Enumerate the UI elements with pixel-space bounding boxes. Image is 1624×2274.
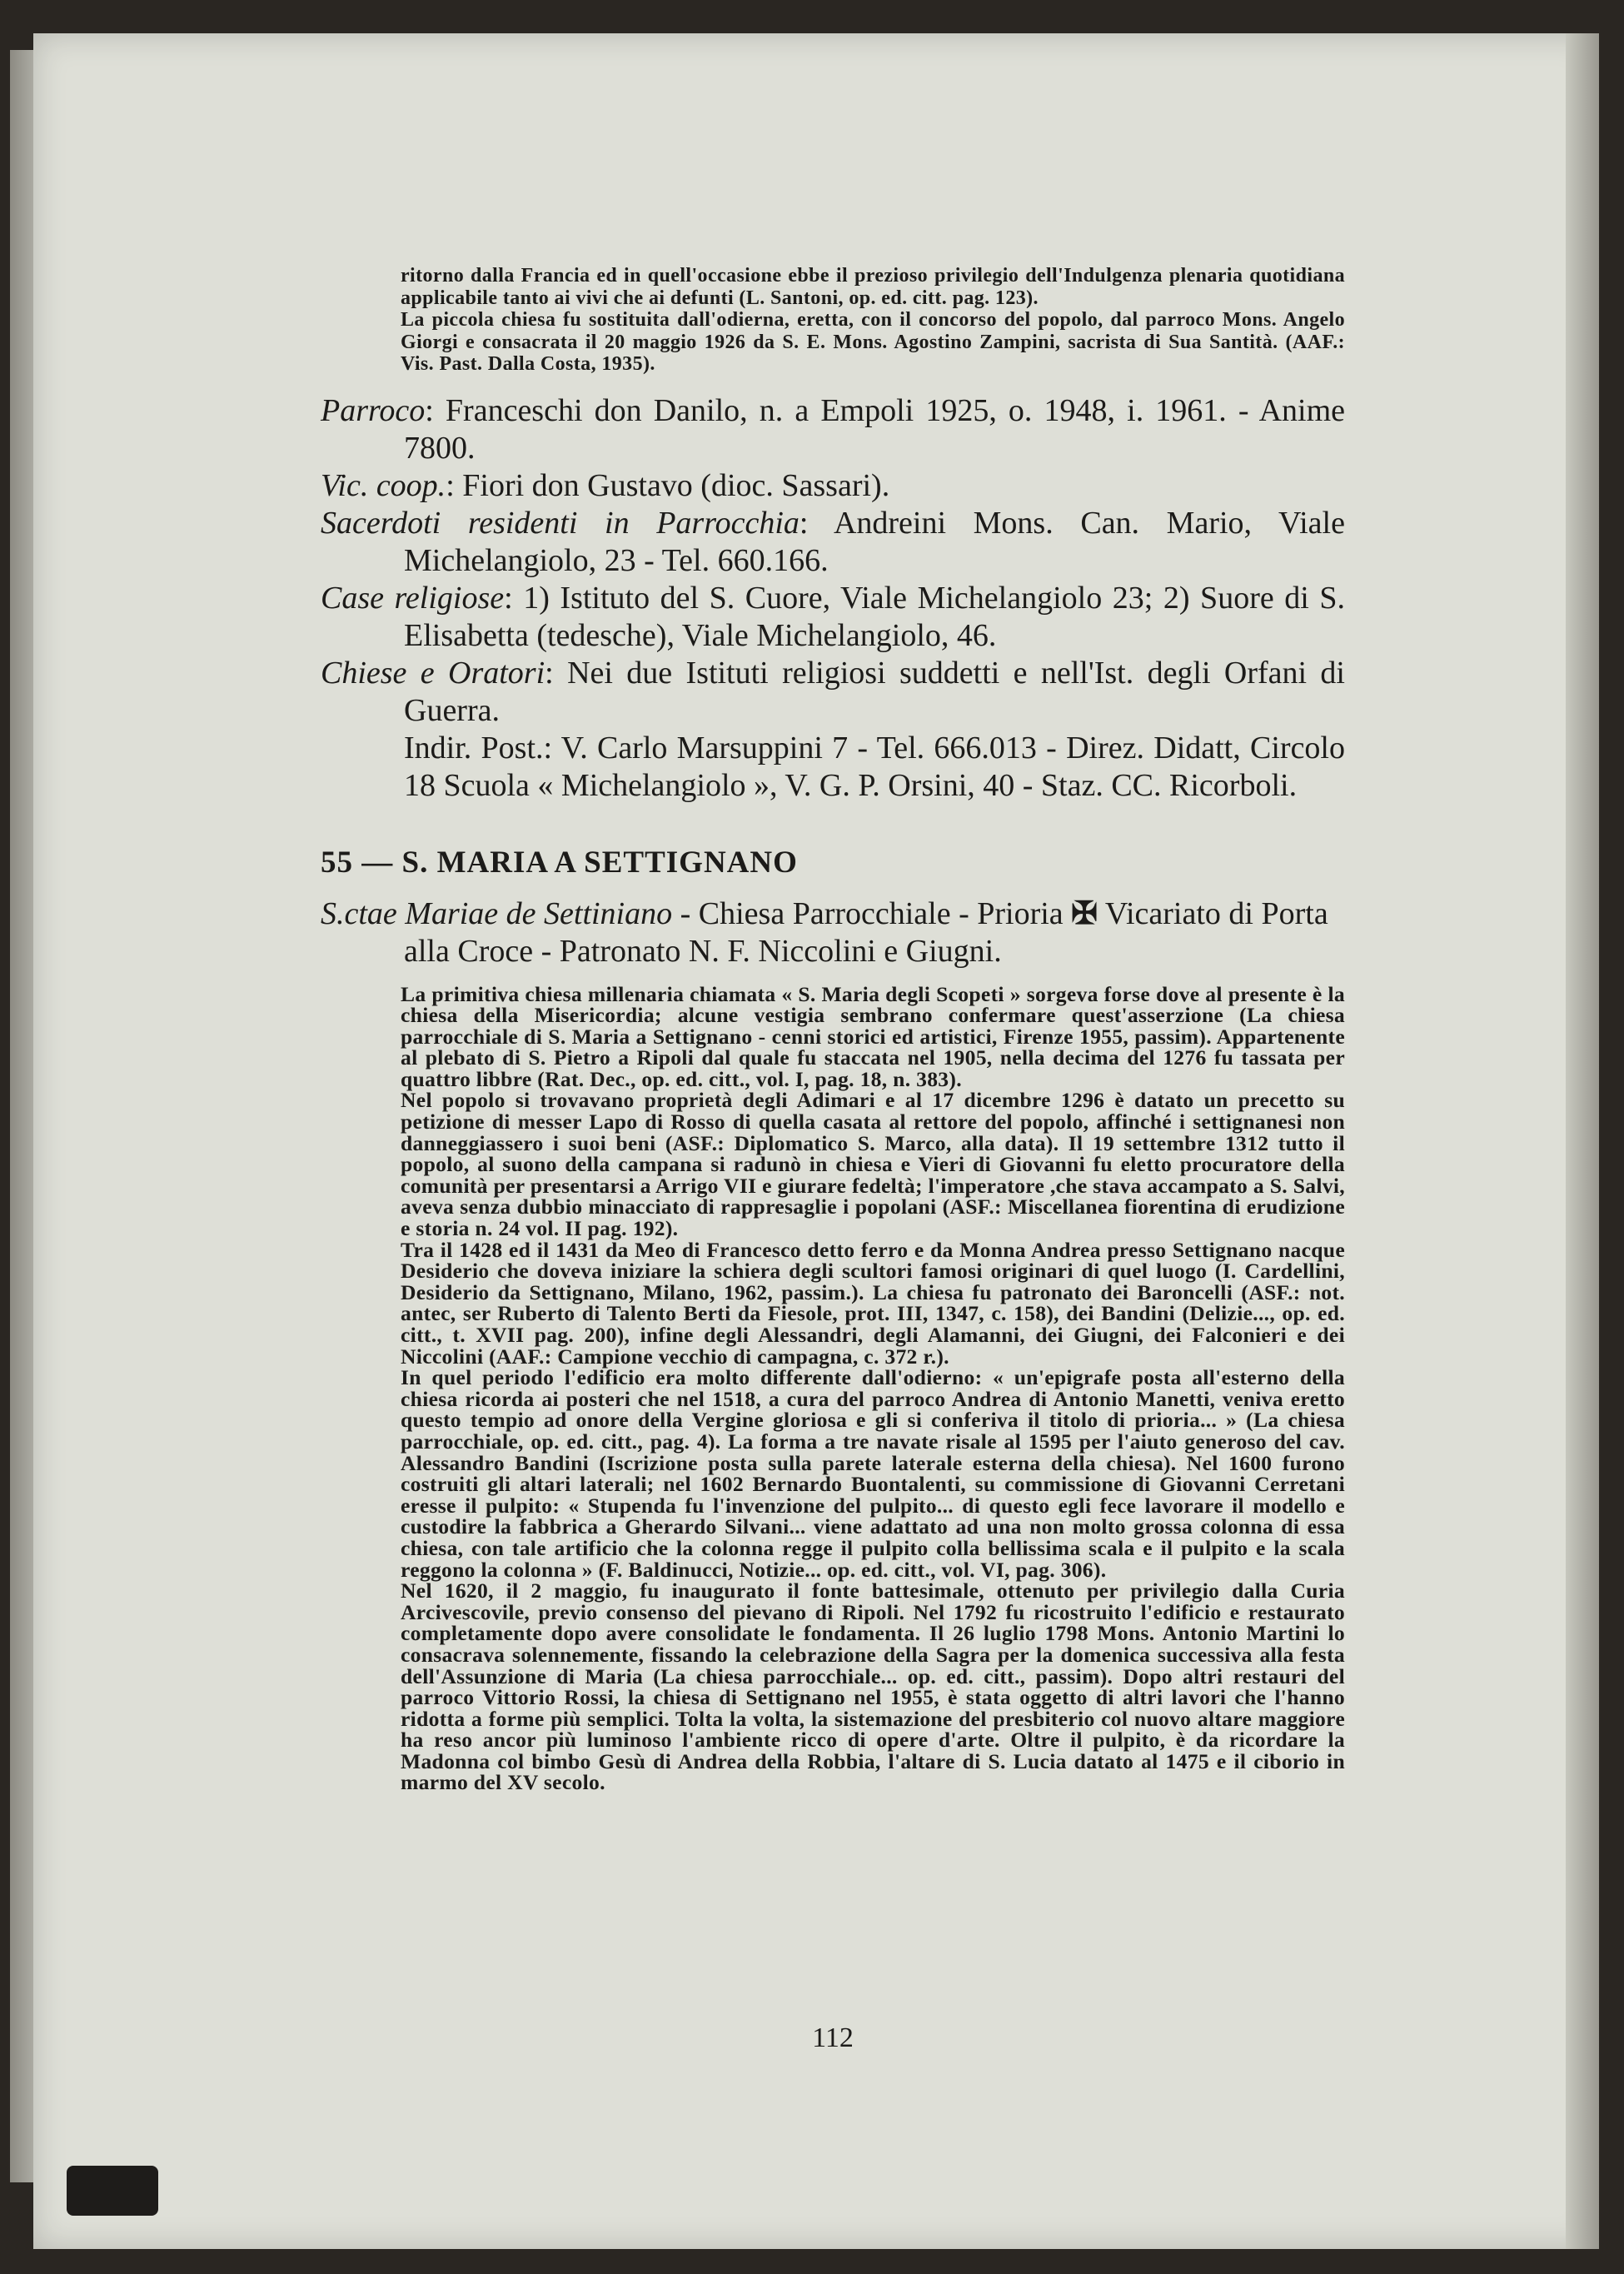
- entry-vic-coop: [321, 467, 1345, 505]
- top-notes: [401, 265, 1345, 376]
- body-paragraph: In quel periodo l'edificio era molto differente dall'odierno: « un'epigrafe posta all'esterno della chiesa ricorda ai posteri che nel 1518, a cura del parroco Andrea di Antonio Manetti, veniva eretto questo tempio ad onore della Vergine gloriosa e gli si conferiva il titolo di prioria... » (La chiesa parrocchiale, op. ed. citt., pag. 4). La forma a tre navate risale al 1595 per l'aiuto generoso del cav. Alessandro Bandini (Iscrizione posta sulla parete laterale esterna della chiesa). Nel 1600 furono costruiti gli altari laterali; nel 1602 Bernardo Buontalenti, su commissione di Giovanni Cerretani eresse il pulpito: « Stupenda fu l'invenzione del pulpito... di questo egli fece lavorare il modello e custodire la fabbrica a Gherardo Silvani... viene adattato ad una non molto grossa colonna di essa chiesa, con tale artificio che la colonna regge il pulpito colla bellissima scala e il pulpito e la scala reggono la colonna » (F. Baldinucci, Notizie... op. ed. citt., vol. VI, pag. 306).: [401, 1365, 1345, 1582]
- entry-separator: :: [799, 505, 834, 541]
- body-paragraph: Tra il 1428 ed il 1431 da Meo di Francesco detto ferro e da Monna Andrea presso Settignano nacque Desiderio che doveva iniziare la schiera degli scultori famosi originari di quel luogo (I. Cardellini, Desiderio da Settignano, Milano, 1962, passim.). La chiesa fu patronato dei Baroncelli (ASF.: not. antec, ser Ruberto di Talento Berti da Fiesole, prot. III, 1347, c. 158), dei Bandini (Delizie..., op. ed. citt., t. XVII pag. 200), infine degli Alessandri, degli Alamanni, dei Giugni, dei Falconieri e dei Niccolini (AAF.: Campione vecchio di campagna, c. 372 r.).: [401, 1237, 1345, 1369]
- entry-chiese-oratori: [321, 655, 1345, 730]
- entry-label: Parroco: [321, 392, 426, 428]
- body-paragraph: Nel 1620, il 2 maggio, fu inaugurato il fonte battesimale, ottenuto per privilegio dalla Curia Arcivescovile, previo consenso del pievano di Ripoli. Nel 1792 fu ricostruito l'edificio e restaurato completamente dopo avere consolidate le fondamenta. Il 26 luglio 1798 Mons. Antonio Martini lo consacrava solennemente, fissando la celebrazione della Sagra per la domenica successiva alla festa dell'Assunzione di Maria (La chiesa parrocchiale... op. ed. citt., passim). Dopo altri restauri del parroco Vittorio Rossi, la chiesa di Settignano nel 1955, è stata oggetto di altri lavori che l'hanno ridotta a forme più semplici. Tolta la volta, la sistemazione del presbiterio col nuovo altare maggiore ha reso ancor più luminoso l'ambiente ricco di opere d'arte. Oltre il pulpito, è da ricordare la Madonna col bimbo Gesù di Andrea della Robbia, l'altare di S. Lucia datato al 1475 e il ciborio in marmo del XV secolo.: [401, 1578, 1345, 1795]
- binding-tab: [67, 2166, 158, 2216]
- postal-address: Indir. Post.: V. Carlo Marsuppini 7 - Tel. 666.013 - Direz. Didatt, Circolo 18 Scuola « Michelangiolo », V. G. P. Orsini, 40 - Staz. CC. Ricorboli.: [404, 730, 1345, 803]
- entry-text: Andreini Mons. Can. Mario, Viale Michelangiolo, 23 - Tel. 660.166.: [404, 505, 1345, 578]
- body-paragraph: La primitiva chiesa millenaria chiamata « S. Maria degli Scopeti » sorgeva forse dove al presente è la chiesa della Misericordia; alcune vestigia sembrano confermare quest'asserzione (La chiesa parrocchiale di S. Maria a Settignano - cenni storici ed artistici, Firenze 1955, passim). Appartenente al plebato di S. Pietro a Ripoli dal quale fu staccata nel 1905, nella decima del 1276 fu tassata per quattro libbre (Rat. Dec., op. ed. citt., vol. I, pag. 18, n. 383).: [401, 981, 1345, 1091]
- section-body: [401, 981, 1345, 1795]
- top-note-paragraph: ritorno dalla Francia ed in quell'occasione ebbe il prezioso privilegio dell'Indulgenza plenaria quotidiana applicabile tanto ai vivi che ai defunti (L. Santoni, op. ed. citt. pag. 123).: [401, 265, 1345, 309]
- entry-label: Case religiose: [321, 580, 505, 616]
- entry-separator: :: [425, 392, 446, 428]
- page-content: [321, 265, 1345, 1793]
- entry-text: Nei due Istituti religiosi suddetti e nell'Ist. degli Orfani di Guerra.: [404, 655, 1345, 728]
- section-heading: 55 — S. MARIA A SETTIGNANO: [321, 845, 798, 880]
- page-edge: [1566, 33, 1599, 2249]
- entry-parroco: [321, 392, 1345, 467]
- entry-label: Vic. coop.: [321, 467, 446, 503]
- entry-separator: :: [545, 655, 568, 691]
- entry-text: Franceschi don Danilo, n. a Empoli 1925, o. 1948, i. 1961. - Anime 7800.: [404, 392, 1346, 466]
- cross-icon: ✠: [1071, 895, 1098, 931]
- entry-sacerdoti: [321, 505, 1345, 580]
- entry-label: Chiese e Oratori: [321, 655, 545, 691]
- section-title-text: Vicariato di Porta alla Croce - Patronato N. F. Niccolini e Giugni.: [404, 895, 1328, 969]
- entry-separator: :: [446, 467, 463, 503]
- entry-case-religiose: [321, 580, 1345, 655]
- top-note-paragraph: La piccola chiesa fu sostituita dall'odierna, eretta, con il concorso del popolo, dal parroco Mons. Angelo Giorgi e consacrata il 20 maggio 1926 da S. E. Mons. Agostino Zampini, sacrista di Sua Santità. (AAF.: Vis. Past. Dalla Costa, 1935).: [401, 309, 1345, 375]
- section-title-text: - Chiesa Parrocchiale - Prioria: [672, 895, 1072, 931]
- entry-text: 1) Istituto del S. Cuore, Viale Michelangiolo 23; 2) Suore di S. Elisabetta (tedesche), Viale Michelangiolo, 46.: [404, 580, 1345, 653]
- section-title: [321, 895, 1345, 970]
- section-title-label: S.ctae Mariae de Settiniano: [321, 895, 673, 931]
- entry-text: Fiori don Gustavo (dioc. Sassari).: [462, 467, 890, 503]
- page-number: 112: [812, 2022, 854, 2053]
- entry-separator: :: [504, 580, 524, 616]
- entry-label: Sacerdoti residenti in Parrocchia: [321, 505, 800, 541]
- parish-entries: [321, 392, 1345, 805]
- body-paragraph: Nel popolo si trovavano proprietà degli Adimari e al 17 dicembre 1296 è datato un precetto su petizione di messer Lapo di Rosso di quella casata al rettore del popolo, affinché i settignanesi non danneggiassero i suoi beni (ASF.: Diplomatico S. Marco, alla data). Il 19 settembre 1312 tutto il popolo, al suono della campana si radunò in chiesa e Vieri di Giovanni fu eletto procuratore della comunità per presentarsi a Arrigo VII e giurare fedeltà; l'imperatore ,che stava accampato a S. Salvi, aveva senza dubbio minacciato di rappresaglie i popolani (ASF.: Miscellanea fiorentina di erudizione e storia n. 24 vol. II pag. 192).: [401, 1088, 1345, 1241]
